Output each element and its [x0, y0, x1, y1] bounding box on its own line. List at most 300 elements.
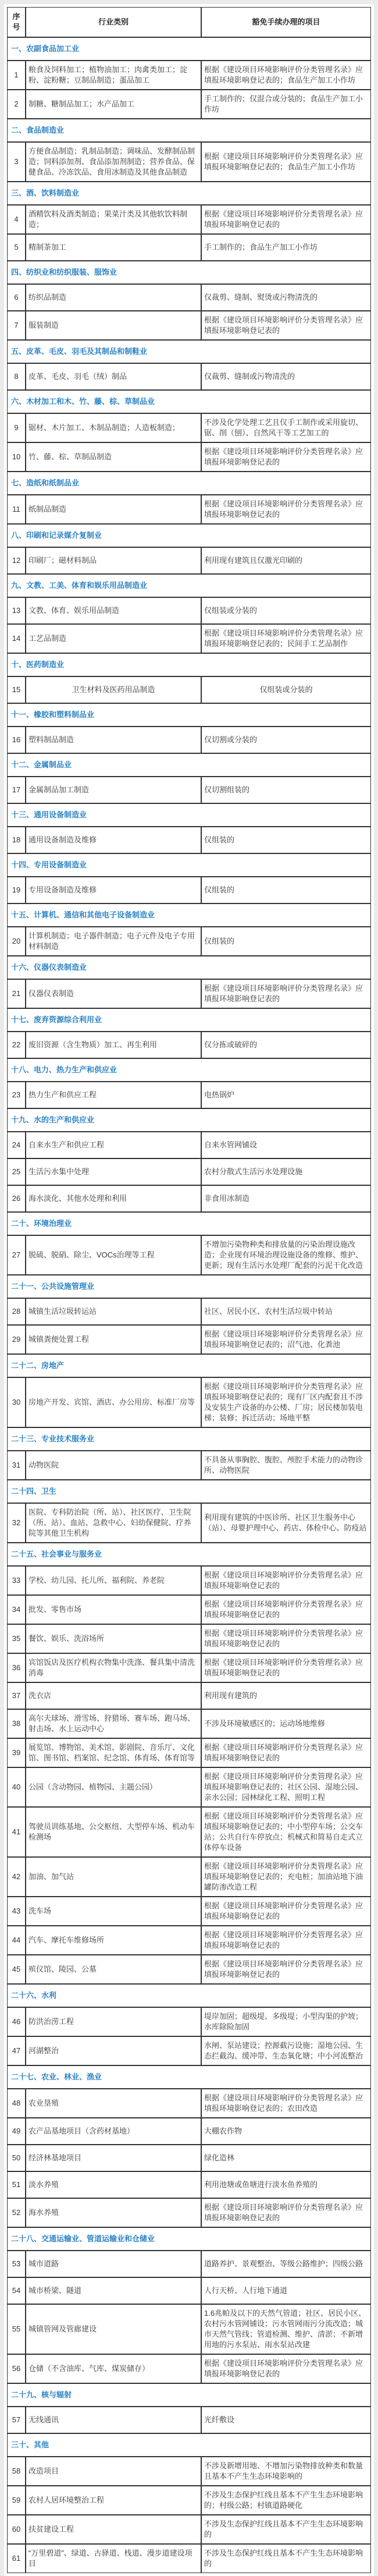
exempt-items: 农村分散式生活污水处理设施 [201, 1158, 371, 1185]
exempt-items: 根据《建设项目环境影响评价分类管理名录》应填报环境影响登记表的 [201, 205, 371, 234]
exempt-items: 不涉及化学处理工艺且仅手工制作或采用旋切、锯、削（刨）、自然风干等工艺加工的 [201, 413, 371, 442]
row-number: 49 [7, 2118, 26, 2145]
table-row [7, 1325, 371, 1354]
table-body [7, 37, 371, 2573]
table-row [7, 2007, 371, 2036]
document-page [4, 4, 374, 2576]
section-row [7, 653, 371, 676]
table-row [7, 1132, 371, 1158]
exempt-items: 仅组装的 [201, 877, 371, 903]
row-number: 38 [7, 1709, 26, 1738]
row-number: 43 [7, 1897, 26, 1926]
row-number: 54 [7, 2277, 26, 2304]
exempt-items: 根据《建设项目环境影响评价分类管理名录》应填报环境影响登记表的 [201, 1926, 371, 1955]
table-row [7, 2354, 371, 2383]
row-number: 55 [7, 2304, 26, 2354]
table-row [7, 1807, 371, 1857]
industry-category: 农村人居环境整治工程 [26, 2486, 201, 2515]
section-title: 二十、环境治理业 [7, 1212, 371, 1235]
exempt-items: 根据《建设项目环境影响评价分类管理名录》应填报环境影响登记表的；民间手工艺品制作 [201, 624, 371, 653]
table-row [7, 311, 371, 340]
row-number: 9 [7, 413, 26, 442]
row-number: 33 [7, 1566, 26, 1595]
industry-category: 工艺品制造 [26, 624, 201, 653]
exempt-items: 根据《建设项目环境影响评价分类管理名录》应填报环境影响登记表的；中小型停车场；公交车站；公共自行车停放点；机械式和简易自走式立体停车设备 [201, 1807, 371, 1857]
section-row [7, 524, 371, 547]
section-title: 十三、通用设备制造业 [7, 803, 371, 827]
industry-category: 殡仪馆、陵园、公墓 [26, 1955, 201, 1984]
industry-category: 防洪治涝工程 [26, 2007, 201, 2036]
exempt-items: 水闸、泵站建设；控源截污设施；湿地公园、生态拦截沟、缓冲带、生态氧化塘；中小河流整治 [201, 2036, 371, 2065]
exempt-items: 根据《建设项目环境影响评价分类管理名录》应填报环境影响登记表的 [201, 442, 371, 472]
industry-category: 仪器仪表制造 [26, 979, 201, 1008]
exempt-items: 仅组装或分装的 [201, 676, 371, 703]
row-number: 58 [7, 2457, 26, 2486]
row-number: 37 [7, 1682, 26, 1709]
section-title: 五、皮革、毛皮、羽毛及其制品和制鞋业 [7, 340, 371, 363]
row-number: 28 [7, 1298, 26, 1325]
exempt-items: 自来水管网铺设 [201, 1132, 371, 1158]
section-title: 十二、金属制品业 [7, 753, 371, 777]
industry-category: 驾驶员训练基地、公交枢纽、大型停车场、机动车检测场 [26, 1807, 201, 1857]
industry-category: 高尔夫球场、滑雪场、狩猎场、赛车场、跑马场、射击场、水上运动中心 [26, 1709, 201, 1738]
industry-category: 医院、专科防治院（所、站）、社区医疗、卫生院（所、站）、血站、急救中心、妇幼保健院、疗养院等其他卫生机构 [26, 1503, 201, 1543]
section-title: 二十八、交通运输业、管道运输业和仓储业 [7, 2227, 371, 2251]
table-row [7, 2171, 371, 2198]
row-number: 46 [7, 2007, 26, 2036]
section-row [7, 2065, 371, 2089]
row-number: 4 [7, 205, 26, 234]
table-row [7, 1158, 371, 1185]
section-row [7, 2383, 371, 2407]
row-number: 45 [7, 1955, 26, 1984]
table-row [7, 1955, 371, 1984]
row-number: 30 [7, 1377, 26, 1427]
industry-category: 淡水养殖 [26, 2171, 201, 2198]
industry-category: 公园（含动物园、植物园、主题公园） [26, 1767, 201, 1807]
row-number: 60 [7, 2515, 26, 2544]
exempt-items: 根据《建设项目环境影响评价分类管理名录》应填报环境影响登记表的 [201, 495, 371, 524]
exemption-table [7, 7, 371, 2573]
table-row [7, 979, 371, 1008]
industry-category: 方便食品制造；乳制品制造；调味品、发酵制品制造；饲料添加剂、食品添加剂制造；营养食品、保健食品、冷冻饮品、食用冰制造及其他食品制造 [26, 142, 201, 182]
section-title: 十、医药制造业 [7, 653, 371, 676]
table-row [7, 2118, 371, 2145]
table-row [7, 413, 371, 442]
industry-category: 专用设备制造及维修 [26, 877, 201, 903]
exempt-items: 1.6兆帕及以下的天然气管道；社区、居民小区、农村污水管网铺设；污水管网雨污分流改造；城市天然气管线；管道检测、维护、清淤；不新增用地的污水泵站、雨水泵站改建 [201, 2304, 371, 2354]
exempt-items: 不涉及环境敏感区的；运动场地维修 [201, 1709, 371, 1738]
industry-category: 皮革、毛皮、羽毛（绒）制品 [26, 363, 201, 390]
table-row [7, 1857, 371, 1897]
exempt-items: 不涉及生态保护红线且基本不产生生态环境影响的 [201, 2544, 371, 2573]
industry-category: 农产品基地项目（含药材基地） [26, 2118, 201, 2145]
industry-category: 城镇粪便处置工程 [26, 1325, 201, 1354]
exempt-items: 根据《建设项目环境影响评价分类管理名录》应填报环境影响登记表的；农田改造 [201, 2089, 371, 2118]
row-number: 11 [7, 495, 26, 524]
exempt-items: 仅分拣或破碎的 [201, 1032, 371, 1058]
row-number: 2 [7, 90, 26, 119]
row-number: 16 [7, 727, 26, 753]
section-title: 二十七、农业、林业、渔业 [7, 2065, 371, 2089]
section-title: 三十、其他 [7, 2433, 371, 2457]
exempt-items: 利用现有建筑的中医诊所、社区卫生服务中心（站）、母婴护理中心、药店、体检中心、防疫站 [201, 1503, 371, 1543]
row-number: 23 [7, 1082, 26, 1108]
section-row [7, 182, 371, 205]
row-number: 21 [7, 979, 26, 1008]
row-number: 36 [7, 1653, 26, 1682]
exempt-items: 绿化造林 [201, 2145, 371, 2171]
industry-category: 河湖整治 [26, 2036, 201, 2065]
industry-category: 经济林基地项目 [26, 2145, 201, 2171]
row-number: 12 [7, 547, 26, 574]
exempt-items: 根据《建设项目环境影响评价分类管理名录》应填报环境影响登记表的；社区公园、湿地公园、亲水公园；园林绿化工程、照明工程 [201, 1767, 371, 1807]
row-number: 34 [7, 1595, 26, 1624]
section-title: 十四、专用设备制造业 [7, 853, 371, 877]
exempt-items: 根据《建设项目环境影响评价分类管理名录》应填报环境影响登记表的；现有厂区内配套且不涉及安装生产设备的办公楼、厂房；居民楼加装电梯；装修；拆迁活动；场地平整 [201, 1377, 371, 1427]
exempt-items: 根据《建设项目环境影响评价分类管理名录》应填报环境影响登记表的 [201, 2198, 371, 2227]
table-row [7, 1653, 371, 1682]
section-title: 二十四、卫生 [7, 1480, 371, 1503]
row-number: 5 [7, 234, 26, 261]
industry-category: 改造项目 [26, 2457, 201, 2486]
row-number: 42 [7, 1857, 26, 1897]
table-row [7, 2457, 371, 2486]
row-number: 22 [7, 1032, 26, 1058]
exempt-items: 社区、居民小区、农村生活垃圾中转站 [201, 1298, 371, 1325]
section-title: 四、纺织业和纺织服装、服饰业 [7, 261, 371, 284]
row-number: 25 [7, 1158, 26, 1185]
section-row [7, 261, 371, 284]
row-number: 35 [7, 1624, 26, 1653]
table-row [7, 877, 371, 903]
table-row [7, 2145, 371, 2171]
table-row [7, 777, 371, 803]
row-number: 41 [7, 1807, 26, 1857]
table-row [7, 547, 371, 574]
table-row [7, 2251, 371, 2277]
exempt-items: 根据《建设项目环境影响评价分类管理名录》应填报环境影响登记表的 [201, 1897, 371, 1926]
header-cell-no: 序号 [7, 7, 26, 37]
section-title: 十九、水的生产和供应业 [7, 1108, 371, 1132]
industry-category: 纸制品制造 [26, 495, 201, 524]
exempt-items: 道路养护、景观整治、等级公路维护；四级公路 [201, 2251, 371, 2277]
exempt-items: 堤岸加固；超级堤、多级堤；小型沟渠的护坡；水库除险加固 [201, 2007, 371, 2036]
section-title: 二十三、专业技术服务业 [7, 1427, 371, 1451]
row-number: 51 [7, 2171, 26, 2198]
row-number: 8 [7, 363, 26, 390]
table-row [7, 495, 371, 524]
row-number: 15 [7, 676, 26, 703]
exempt-items: 根据《建设项目环境影响评价分类管理名录》应填报环境影响登记表的；沼气池、化粪池 [201, 1325, 371, 1354]
exempt-items: 仅组装的 [201, 827, 371, 853]
industry-category: 洗衣店 [26, 1682, 201, 1709]
table-row [7, 1595, 371, 1624]
section-row [7, 1543, 371, 1566]
industry-category: 城镇生活垃圾转运站 [26, 1298, 201, 1325]
exempt-items: 仅裁剪、缝制或污物清洗的 [201, 363, 371, 390]
exempt-items: 不具备从事胸腔、腹腔、颅腔手术能力的动物诊所、动物医院 [201, 1451, 371, 1480]
exempt-items: 不涉及生态保护红线且基本不产生生态环境影响的 [201, 2515, 371, 2544]
exempt-items: 电热锅炉 [201, 1082, 371, 1108]
section-row [7, 390, 371, 413]
row-number: 44 [7, 1926, 26, 1955]
industry-category: 粮食及饲料加工；植物油加工；肉禽类加工；淀粉、淀粉糖；豆制品制造；蛋品加工 [26, 61, 201, 90]
industry-category: 自来水生产和供应工程 [26, 1132, 201, 1158]
table-row [7, 1738, 371, 1767]
exempt-items: 不涉及新增用地、不增加污染物排放种类和数量且基本不产生生态环境影响的 [201, 2457, 371, 2486]
section-row [7, 1275, 371, 1298]
table-row [7, 827, 371, 853]
exempt-items: 仅组装的 [201, 927, 371, 956]
section-row [7, 574, 371, 597]
table-row [7, 2277, 371, 2304]
exempt-items: 手工制作的；食品生产加工小作坊 [201, 234, 371, 261]
section-row [7, 1108, 371, 1132]
table-row [7, 1897, 371, 1926]
section-title: 二十二、房地产 [7, 1354, 371, 1377]
table-row [7, 1566, 371, 1595]
exempt-items: 根据《建设项目环境影响评价分类管理名录》应填报环境影响登记表的；充电桩；加油站地下油罐防渗改造工程 [201, 1857, 371, 1897]
table-row [7, 363, 371, 390]
table-row [7, 727, 371, 753]
exempt-items: 大棚农作物 [201, 2118, 371, 2145]
industry-category: 废旧资源（含生物质）加工、再生利用 [26, 1032, 201, 1058]
table-row [7, 90, 371, 119]
exempt-items: 根据《建设项目环境影响评价分类管理名录》应填报环境影响登记表的 [201, 2354, 371, 2383]
exempt-items: 仅切割组装的 [201, 777, 371, 803]
exempt-items: 根据《建设项目环境影响评价分类管理名录》应填报环境影响登记表的 [201, 1738, 371, 1767]
exempt-items: 手工制作的；仅混合或分装的；食品生产加工小作坊 [201, 90, 371, 119]
section-title: 十六、仪器仪表制造业 [7, 956, 371, 979]
table-row [7, 1185, 371, 1212]
row-number: 40 [7, 1767, 26, 1807]
exempt-items: 仅切割或分装的 [201, 727, 371, 753]
row-number: 7 [7, 311, 26, 340]
section-title: 一、农副食品加工业 [7, 37, 371, 61]
section-title: 十五、计算机、通信和其他电子设备制造业 [7, 903, 371, 927]
industry-category: 印刷厂；磁材料制品 [26, 547, 201, 574]
table-row [7, 1926, 371, 1955]
industry-category: 竹、藤、棕、草制品制造 [26, 442, 201, 472]
row-number: 31 [7, 1451, 26, 1480]
exempt-items: 根据《建设项目环境影响评价分类管理名录》应填报环境影响登记表的 [201, 1955, 371, 1984]
row-number: 26 [7, 1185, 26, 1212]
row-number: 19 [7, 877, 26, 903]
industry-category: “万里碧道”、绿道、古驿道、栈道、漫步道建设项目 [26, 2544, 201, 2573]
industry-category: 锯材、木片加工、木制品制造；人造板制造； [26, 413, 201, 442]
industry-category: 餐饮、娱乐、洗浴场所 [26, 1624, 201, 1653]
industry-category: 城镇管网及管廊建设 [26, 2304, 201, 2354]
exempt-items: 根据《建设项目环境影响评价分类管理名录》应填报环境影响登记表的 [201, 311, 371, 340]
table-row [7, 1032, 371, 1058]
table-row [7, 2407, 371, 2433]
row-number: 20 [7, 927, 26, 956]
row-number: 32 [7, 1503, 26, 1543]
exempt-items: 根据《建设项目环境影响评价分类管理名录》应填报环境影响登记表的 [201, 1653, 371, 1682]
section-row [7, 853, 371, 877]
section-title: 九、文教、工美、体育和娱乐用品制造业 [7, 574, 371, 597]
industry-category: 汽车、摩托车维修场所 [26, 1926, 201, 1955]
industry-category: 批发、零售市场 [26, 1595, 201, 1624]
industry-category: 酒精饮料及酒类制造；果菜汁类及其他软饮料制造； [26, 205, 201, 234]
row-number: 1 [7, 61, 26, 90]
exempt-items: 根据《建设项目环境影响评价分类管理名录》应填报环境影响登记表的 [201, 1624, 371, 1653]
industry-category: 海水养殖 [26, 2198, 201, 2227]
section-title: 二十五、社会事业与服务业 [7, 1543, 371, 1566]
industry-category: 精制茶加工 [26, 234, 201, 261]
industry-category: 城市道路 [26, 2251, 201, 2277]
industry-category: 城市桥梁、隧道 [26, 2277, 201, 2304]
exempt-items: 利用现有建筑的 [201, 1682, 371, 1709]
exempt-items: 根据《建设项目环境影响评价分类管理名录》应填报环境影响登记表的；食品生产加工小作坊 [201, 142, 371, 182]
table-row [7, 1624, 371, 1653]
industry-category: 制糖、糖制品加工；水产品加工 [26, 90, 201, 119]
table-row [7, 442, 371, 472]
industry-category: 加油、加气站 [26, 1857, 201, 1897]
row-number: 47 [7, 2036, 26, 2065]
row-number: 17 [7, 777, 26, 803]
table-row [7, 1082, 371, 1108]
section-title: 十七、废弃资源综合利用业 [7, 1008, 371, 1032]
exempt-items: 人行天桥、人行地下通道 [201, 2277, 371, 2304]
table-row [7, 1377, 371, 1427]
exempt-items: 仅组装或分装的 [201, 597, 371, 624]
table-row [7, 1767, 371, 1807]
section-title: 十八、电力、热力生产和供应业 [7, 1058, 371, 1082]
row-number: 10 [7, 442, 26, 472]
section-row [7, 1212, 371, 1235]
exempt-items: 不增加污染物种类和排放量的污染治理设施改造；企业现有环境治理设施设备的维修、维护、更新；现有生活污水处理厂配套的污泥干化改造 [201, 1235, 371, 1275]
industry-category: 洗车场 [26, 1897, 201, 1926]
row-number: 18 [7, 827, 26, 853]
exempt-items: 仅裁剪、缝制、熨烫或污物清洗的 [201, 284, 371, 311]
industry-category: 文教、体育、娱乐用品制造 [26, 597, 201, 624]
section-title: 二十九、核与辐射 [7, 2383, 371, 2407]
industry-category: 展览馆、博物馆、美术馆、影剧院、音乐厅、文化馆、图书馆、档案馆、纪念馆、体育场、体育馆等 [26, 1738, 201, 1767]
industry-category: 房地产开发、宾馆、酒店、办公用房、标准厂房等 [26, 1377, 201, 1427]
header-cell-category: 行业类别 [26, 7, 201, 37]
table-row [7, 597, 371, 624]
exempt-items: 根据《建设项目环境影响评价分类管理名录》应填报环境影响登记表的；食品生产加工小作坊 [201, 61, 371, 90]
section-row [7, 1008, 371, 1032]
industry-category: 学校、幼儿园、托儿所、福利院、养老院 [26, 1566, 201, 1595]
exempt-items: 根据《建设项目环境影响评价分类管理名录》应填报环境影响登记表的 [201, 1566, 371, 1595]
row-number: 14 [7, 624, 26, 653]
section-row [7, 956, 371, 979]
industry-category: 计算机制造；电子器件制造；电子元件及电子专用材料制造 [26, 927, 201, 956]
section-row [7, 803, 371, 827]
industry-category: 塑料制品制造 [26, 727, 201, 753]
row-number: 48 [7, 2089, 26, 2118]
table-row [7, 1709, 371, 1738]
exempt-items: 不涉及生态保护红线且基本不产生生态环境影响的；村级公路；村镇道路硬化 [201, 2486, 371, 2515]
exempt-items: 根据《建设项目环境影响评价分类管理名录》应填报环境影响登记表的 [201, 979, 371, 1008]
section-row [7, 472, 371, 495]
section-row [7, 2227, 371, 2251]
table-row [7, 61, 371, 90]
table-row [7, 1451, 371, 1480]
row-number: 59 [7, 2486, 26, 2515]
exempt-items: 非食用冰制造 [201, 1185, 371, 1212]
industry-category: 纺织品制造 [26, 284, 201, 311]
table-row [7, 2089, 371, 2118]
row-number: 27 [7, 1235, 26, 1275]
industry-category: 服装制造 [26, 311, 201, 340]
section-title: 二十一、公共设施管理业 [7, 1275, 371, 1298]
header-cell-exempt: 豁免手续办理的项目 [201, 7, 371, 37]
table-row [7, 676, 371, 703]
row-number: 6 [7, 284, 26, 311]
section-row [7, 903, 371, 927]
industry-category: 宾馆饭店及医疗机构衣物集中洗涤、餐具集中清洗消毒 [26, 1653, 201, 1682]
table-row [7, 2198, 371, 2227]
industry-category: 动物医院 [26, 1451, 201, 1480]
row-number: 39 [7, 1738, 26, 1767]
section-row [7, 753, 371, 777]
section-title: 六、木材加工和木、竹、藤、棕、草制品业 [7, 390, 371, 413]
table-header [7, 7, 371, 37]
section-title: 二十六、水利 [7, 1984, 371, 2007]
row-number: 50 [7, 2145, 26, 2171]
row-number: 61 [7, 2544, 26, 2573]
table-row [7, 927, 371, 956]
industry-category: 无线通讯 [26, 2407, 201, 2433]
table-row [7, 142, 371, 182]
section-row [7, 2433, 371, 2457]
row-number: 3 [7, 142, 26, 182]
industry-category: 海水淡化、其他水处理和利用 [26, 1185, 201, 1212]
industry-category: 金属制品加工制造 [26, 777, 201, 803]
row-number: 57 [7, 2407, 26, 2433]
row-number: 29 [7, 1325, 26, 1354]
row-number: 13 [7, 597, 26, 624]
section-row [7, 1058, 371, 1082]
section-title: 三、酒、饮料制造业 [7, 182, 371, 205]
section-title: 七、造纸和纸制品业 [7, 472, 371, 495]
table-row [7, 284, 371, 311]
section-row [7, 1984, 371, 2007]
industry-category: 通用设备制造及维修 [26, 827, 201, 853]
section-title: 二、食品制造业 [7, 119, 371, 142]
industry-category: 扶贫建设工程 [26, 2515, 201, 2544]
industry-category: 卫生材料及医药用品制造 [26, 676, 201, 703]
table-row [7, 1298, 371, 1325]
row-number: 24 [7, 1132, 26, 1158]
section-row [7, 37, 371, 61]
industry-category: 生活污水集中处理 [26, 1158, 201, 1185]
table-row [7, 1235, 371, 1275]
section-row [7, 119, 371, 142]
table-row [7, 1682, 371, 1709]
exempt-items: 光纤敷设 [201, 2407, 371, 2433]
exempt-items: 利用池塘或鱼塘进行淡水鱼养殖的 [201, 2171, 371, 2198]
industry-category: 脱硫、脱硝、除尘、VOCs治理等工程 [26, 1235, 201, 1275]
industry-category: 仓储（不含油库、气库、煤炭储存） [26, 2354, 201, 2383]
section-title: 十一、橡胶和塑料制品业 [7, 703, 371, 727]
table-row [7, 1503, 371, 1543]
section-row [7, 340, 371, 363]
section-row [7, 1354, 371, 1377]
industry-category: 农业垦殖 [26, 2089, 201, 2118]
table-row [7, 2304, 371, 2354]
exempt-items: 利用现有建筑且仅激光印刷的 [201, 547, 371, 574]
row-number: 53 [7, 2251, 26, 2277]
row-number: 52 [7, 2198, 26, 2227]
section-row [7, 703, 371, 727]
section-row [7, 1427, 371, 1451]
table-header-row [7, 7, 371, 37]
